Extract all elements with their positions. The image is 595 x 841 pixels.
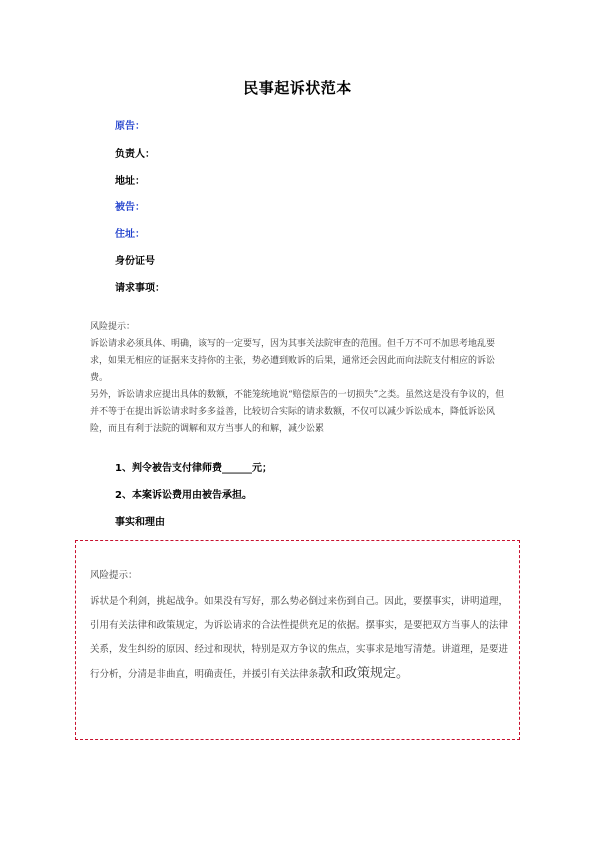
plaintiff-label: 原告：	[115, 121, 145, 132]
risk-note-1-paragraph-1: 诉讼请求必须具体、明确，该写的一定要写，因为其事关法院审查的范围。但千万不可不加思考地乱要求，如果无相应的证据来支持你的主张，势必遭到败诉的后果，通常还会因此而向法院支付相应的诉讼费。	[90, 339, 496, 383]
facts-heading: 事实和理由	[115, 517, 165, 528]
request-item-2: 2、本案诉讼费用由被告承担。	[115, 490, 252, 501]
risk-note-1-heading: 风险提示：	[90, 322, 136, 332]
request-item-1: 1、判令被告支付律师费______元；	[115, 463, 272, 474]
residence-label: 住址：	[115, 229, 145, 240]
id-number-label: 身份证号	[115, 256, 155, 267]
risk-note-1	[90, 319, 510, 438]
risk-note-2-body-tail: 款和政策规定。	[318, 666, 410, 681]
risk-note-2-body-wrap	[90, 590, 508, 687]
defendant-label: 被告：	[115, 202, 145, 213]
risk-note-1-paragraph-2: 另外，诉讼请求应提出具体的数额，不能笼统地说“赔偿原告的一切损失”之类。虽然这是没有争议的，但并不等于在提出诉讼请求时多多益善，比较切合实际的请求数额，不仅可以减少诉讼成本，降低诉讼风险，而且有利于法院的调解和双方当事人的和解，减少讼累	[90, 390, 505, 434]
claims-label: 请求事项：	[115, 283, 165, 294]
risk-note-2	[90, 567, 508, 687]
document-title: 民事起诉状范本	[243, 79, 352, 97]
risk-note-2-body: 诉状是个利剑，挑起战争。如果没有写好，那么势必倒过来伤到自己。因此，要摆事实，讲明道理，引用有关法律和政策规定，为诉讼请求的合法性提供充足的依据。摆事实，是要把双方当事人的法律关系，发生纠纷的原因、经过和现状，特别是双方争议的焦点，实事求是地写清楚。讲道理，是要进行分析，分清是非曲直，明确责任，并援引有关法律条	[90, 596, 509, 680]
address-label: 地址：	[115, 176, 145, 187]
risk-note-2-heading: 风险提示：	[90, 570, 138, 581]
responsible-person-label: 负责人：	[115, 149, 155, 160]
